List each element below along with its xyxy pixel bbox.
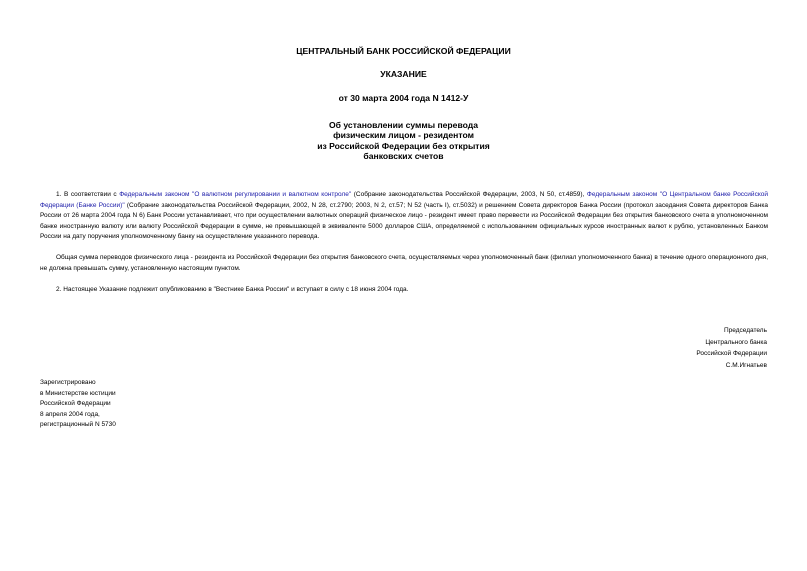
paragraph-1-continued: Общая сумма переводов физического лица - резидента из Российской Федерации без открытия банковского счета, осуществляемых через уполномоченный банк (филиал уполномоченного банка) в течение одного операционного дня, не должна превышать сумму, установленную настоящим пунктом.: [40, 254, 768, 272]
signature-line: Российской Федерации: [696, 350, 767, 357]
registration-number: регистрационный N 5730: [40, 421, 116, 428]
registration-date: 8 апреля 2004 года,: [40, 410, 100, 418]
signatory-name: С.М.Игнатьев: [725, 361, 767, 369]
signature-line: Председатель: [723, 327, 767, 334]
signature-block: [607, 325, 767, 371]
registration-line: в Министерстве юстиции: [40, 389, 116, 397]
paragraph-text: (Собрание законодательства Российской Федерации, 2002, N 28, ст.2790; 2003, N 2, ст.57; N 52 (часть I), ст.5032) и решением Совета директоров Банка России (протокол заседания Совета директоров Банка России от 26 марта 2004 года N 6) Банк России устанавливает, что при осуществлении валютных операций физическое лицо - резидент имеет право перевести из Российской Федерации без открытия банковского счета в уполномоченном банке иностранную валюту или валюту Российской Федерации в сумме, не превышающей в эквиваленте 5000 долларов США, определяемой с использованием официальных курсов иностранных валют к рублю, установленных Банком России на дату поручения уполномоченному банку на осуществление указанного перевода.: [40, 201, 768, 240]
paragraph-text: (Собрание законодательства Российской Федерации, 2003, N 50, ст.4859),: [351, 191, 587, 198]
currency-law-link[interactable]: Федеральным законом "О валютном регулировании и валютном контроле": [119, 191, 352, 198]
paragraph-2: 2. Настоящее Указание подлежит опубликованию в "Вестнике Банка России" и вступает в силу с 18 июня 2004 года.: [56, 286, 409, 293]
issuer-heading: ЦЕНТРАЛЬНЫЙ БАНК РОССИЙСКОЙ ФЕДЕРАЦИИ: [296, 46, 511, 56]
registration-block: [40, 378, 240, 431]
registration-line: Российской Федерации: [40, 400, 111, 407]
registration-line: Зарегистрировано: [40, 379, 96, 386]
central-bank-law-link[interactable]: Федеральным законом "О Центральном банке Российской Федерации (Банке России)": [40, 191, 768, 209]
document-title: [0, 120, 807, 161]
document-type: УКАЗАНИЕ: [380, 69, 427, 79]
signature-line: Центрального банка: [705, 338, 767, 346]
title-line: из Российской Федерации без открытия: [317, 140, 490, 151]
title-line: Об установлении суммы перевода: [328, 120, 479, 130]
document-date-number: от 30 марта 2004 года N 1412-У: [338, 93, 469, 103]
paragraph-text: 1. В соответствии с: [56, 191, 120, 198]
title-line: банковских счетов: [363, 150, 444, 161]
title-line: физическим лицом - резидентом: [333, 130, 474, 141]
paragraph-1: [40, 190, 768, 243]
